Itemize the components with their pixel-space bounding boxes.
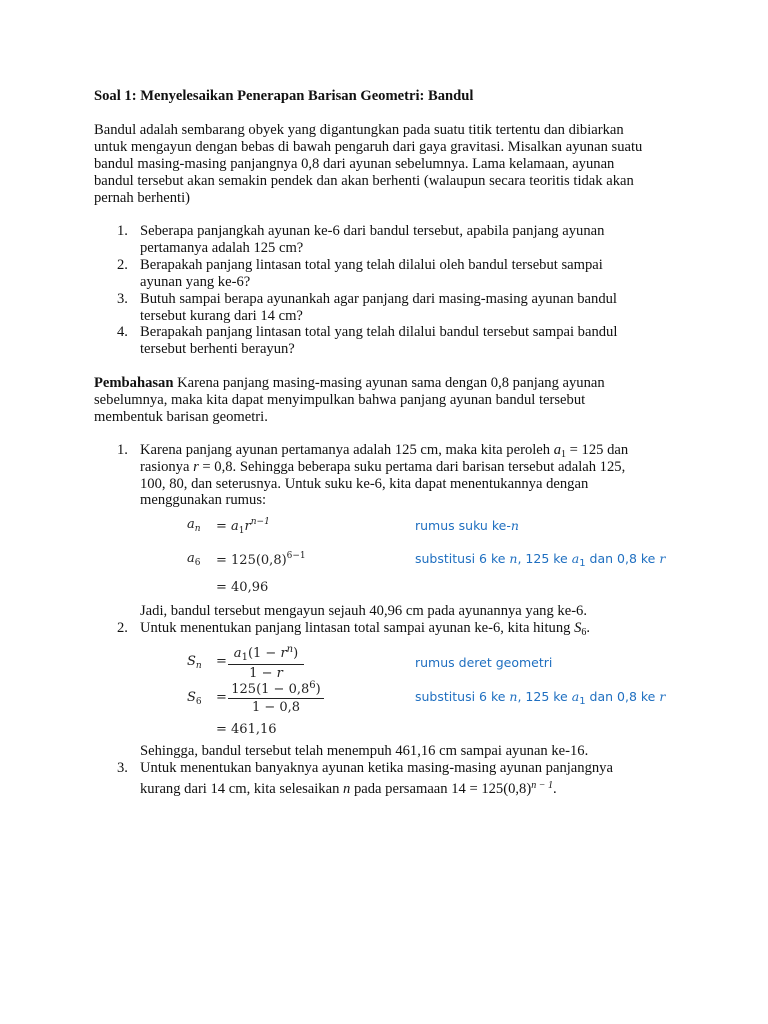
- equation-rhs-substitution: [216, 551, 306, 568]
- answer-text: 100, 80, dan seterusnya. Untuk suku ke-6, kita dapat menentukannya dengan: [140, 476, 589, 492]
- symbol-s: S: [574, 620, 582, 636]
- equation-text: = 125(0,8): [216, 553, 287, 568]
- question-number: 1.: [117, 223, 128, 239]
- answer-text-part: Untuk menentukan panjang lintasan total sampai ayunan ke-6, kita hitung: [140, 620, 575, 636]
- discussion-line: sebelumnya, maka kita dapat menyimpulkan bahwa panjang ayunan bandul tersebut: [94, 392, 586, 408]
- equation-result: = 461,16: [216, 722, 277, 737]
- answer-text: [140, 459, 625, 476]
- fraction-denominator: [228, 665, 304, 681]
- note-text: rumus suku ke-: [415, 518, 511, 533]
- question-text: tersebut berhenti berayun?: [140, 341, 295, 357]
- equation-note: rumus deret geometri: [415, 655, 553, 670]
- question-text: Seberapa panjangkah ayunan ke-6 dari bandul tersebut, apabila panjang ayunan: [140, 223, 605, 239]
- answer-number: 3.: [117, 760, 128, 776]
- subscript: n: [194, 524, 201, 534]
- question-text: tersebut kurang dari 14 cm?: [140, 308, 303, 324]
- discussion-label: Pembahasan: [94, 375, 174, 391]
- answer-text-part: Karena panjang ayunan pertamanya adalah 125 cm, maka kita peroleh: [140, 442, 554, 458]
- question-number: 2.: [117, 257, 128, 273]
- subscript: 1: [238, 526, 245, 536]
- subscript: 1: [579, 558, 586, 569]
- symbol-s: S: [187, 654, 196, 669]
- note-text: , 125 ke: [517, 689, 572, 704]
- question-text: ayunan yang ke-6?: [140, 274, 251, 290]
- symbol-a: a: [571, 689, 580, 704]
- note-text: substitusi 6 ke: [415, 551, 510, 566]
- discussion-text: Karena panjang masing-masing ayunan sama dengan 0,8 panjang ayunan: [173, 375, 605, 391]
- equation-rhs-formula: [216, 517, 270, 536]
- superscript: n − 1: [531, 780, 553, 791]
- note-text: dan 0,8 ke: [585, 551, 660, 566]
- subscript: 1: [561, 449, 567, 460]
- subscript: 6: [194, 558, 201, 568]
- answer-text: [140, 620, 590, 641]
- answer-text: menggunakan rumus:: [140, 492, 267, 508]
- note-text: dan 0,8 ke: [585, 689, 660, 704]
- equation-lhs-an: [187, 517, 201, 534]
- answer-number: 1.: [117, 442, 128, 458]
- fraction-numerator: [228, 644, 304, 665]
- answer-conclusion: Sehingga, bandul tersebut telah menempuh 461,16 cm sampai ayunan ke-16.: [140, 743, 589, 759]
- equation-lhs-s6: [187, 690, 202, 707]
- answer-text-part: .: [552, 781, 557, 797]
- subscript: 1: [579, 696, 586, 707]
- answer-text-part: rasionya: [140, 459, 194, 475]
- equation-result: = 40,96: [216, 580, 269, 595]
- equation-lhs-a6: [187, 551, 201, 568]
- symbol-a: a: [187, 551, 195, 566]
- intro-line: pernah berhenti): [94, 190, 191, 206]
- symbol-a: a: [233, 646, 242, 661]
- note-text: substitusi 6 ke: [415, 689, 510, 704]
- equation-note: [415, 689, 665, 707]
- equation-equals: =: [216, 654, 227, 669]
- symbol-r: r: [276, 666, 283, 681]
- question-text: pertamanya adalah 125 cm?: [140, 240, 304, 256]
- equation-note: [415, 518, 519, 533]
- symbol-n: n: [343, 781, 351, 797]
- superscript: n−1: [250, 517, 270, 527]
- symbol-r: r: [280, 646, 287, 661]
- symbol-s: S: [187, 690, 196, 705]
- answer-text: Untuk menentukan banyaknya ayunan ketika masing-masing ayunan panjangnya: [140, 760, 613, 776]
- equation-text: ): [315, 682, 321, 697]
- intro-line: bandul masing-masing panjangnya 0,8 dari ayunan sebelumnya. Lama kelamaan, ayunan: [94, 156, 615, 172]
- symbol-r: r: [659, 689, 666, 704]
- answer-text-part: pada persamaan 14 = 125(0,8): [350, 781, 532, 797]
- subscript: n: [195, 661, 202, 671]
- symbol-a: a: [571, 551, 580, 566]
- equation-note: [415, 551, 665, 569]
- fraction-sn: [228, 644, 304, 681]
- symbol-a: a: [231, 519, 239, 534]
- superscript: n: [286, 644, 294, 655]
- discussion-line: [94, 375, 605, 392]
- fraction-s6: [228, 680, 324, 715]
- symbol-r: r: [659, 551, 666, 566]
- question-number: 3.: [117, 291, 128, 307]
- equation-text: 1 −: [249, 666, 277, 681]
- symbol-r: r: [193, 459, 199, 475]
- symbol-n: n: [509, 551, 518, 566]
- equation-text: (1 −: [247, 646, 281, 661]
- answer-text: [140, 777, 557, 798]
- answer-text-part: = 125 dan: [566, 442, 629, 458]
- question-number: 4.: [117, 324, 128, 340]
- answer-text-part: = 0,8. Sehingga beberapa suku pertama dari barisan tersebut adalah 125,: [198, 459, 626, 475]
- answer-text-part: .: [586, 620, 591, 636]
- symbol-n: n: [510, 518, 519, 533]
- fraction-numerator: [228, 680, 324, 699]
- symbol-a: a: [553, 442, 562, 458]
- question-text: Berapakah panjang lintasan total yang telah dilalui bandul tersebut sampai bandul: [140, 324, 618, 340]
- symbol-n: n: [509, 689, 518, 704]
- note-text: , 125 ke: [517, 551, 572, 566]
- fraction-denominator: 1 − 0,8: [251, 700, 301, 715]
- superscript: 6−1: [286, 551, 306, 561]
- equation-text: =: [216, 519, 232, 534]
- answer-text-part: kurang dari 14 cm, kita selesaikan: [140, 781, 344, 797]
- intro-line: Bandul adalah sembarang obyek yang digantungkan pada suatu titik tertentu dan dibiarkan: [94, 122, 624, 138]
- page-title: Soal 1: Menyelesaikan Penerapan Barisan Geometri: Bandul: [94, 88, 474, 104]
- answer-conclusion: Jadi, bandul tersebut mengayun sejauh 40,96 cm pada ayunannya yang ke-6.: [140, 603, 588, 619]
- superscript: 6: [309, 680, 316, 691]
- question-text: Berapakah panjang lintasan total yang telah dilalui oleh bandul tersebut sampai: [140, 257, 603, 273]
- subscript: 6: [581, 627, 587, 638]
- equation-lhs-sn: [187, 654, 202, 671]
- symbol-a: a: [187, 517, 195, 532]
- equation-text: ): [293, 646, 299, 661]
- equation-equals: =: [216, 690, 227, 705]
- question-text: Butuh sampai berapa ayunankah agar panjang dari masing-masing ayunan bandul: [140, 291, 617, 307]
- intro-line: bandul tersebut akan semakin pendek dan akan berhenti (walaupun secara teoritis tidak akan: [94, 173, 634, 189]
- subscript: 6: [195, 697, 202, 707]
- subscript: 1: [241, 652, 248, 663]
- answer-number: 2.: [117, 620, 128, 636]
- symbol-r: r: [244, 519, 251, 534]
- discussion-line: membentuk barisan geometri.: [94, 409, 268, 425]
- intro-line: untuk mengayun dengan bebas di bawah pengaruh dari gaya gravitasi. Misalkan ayunan suatu: [94, 139, 643, 155]
- equation-text: 125(1 − 0,8: [231, 682, 310, 697]
